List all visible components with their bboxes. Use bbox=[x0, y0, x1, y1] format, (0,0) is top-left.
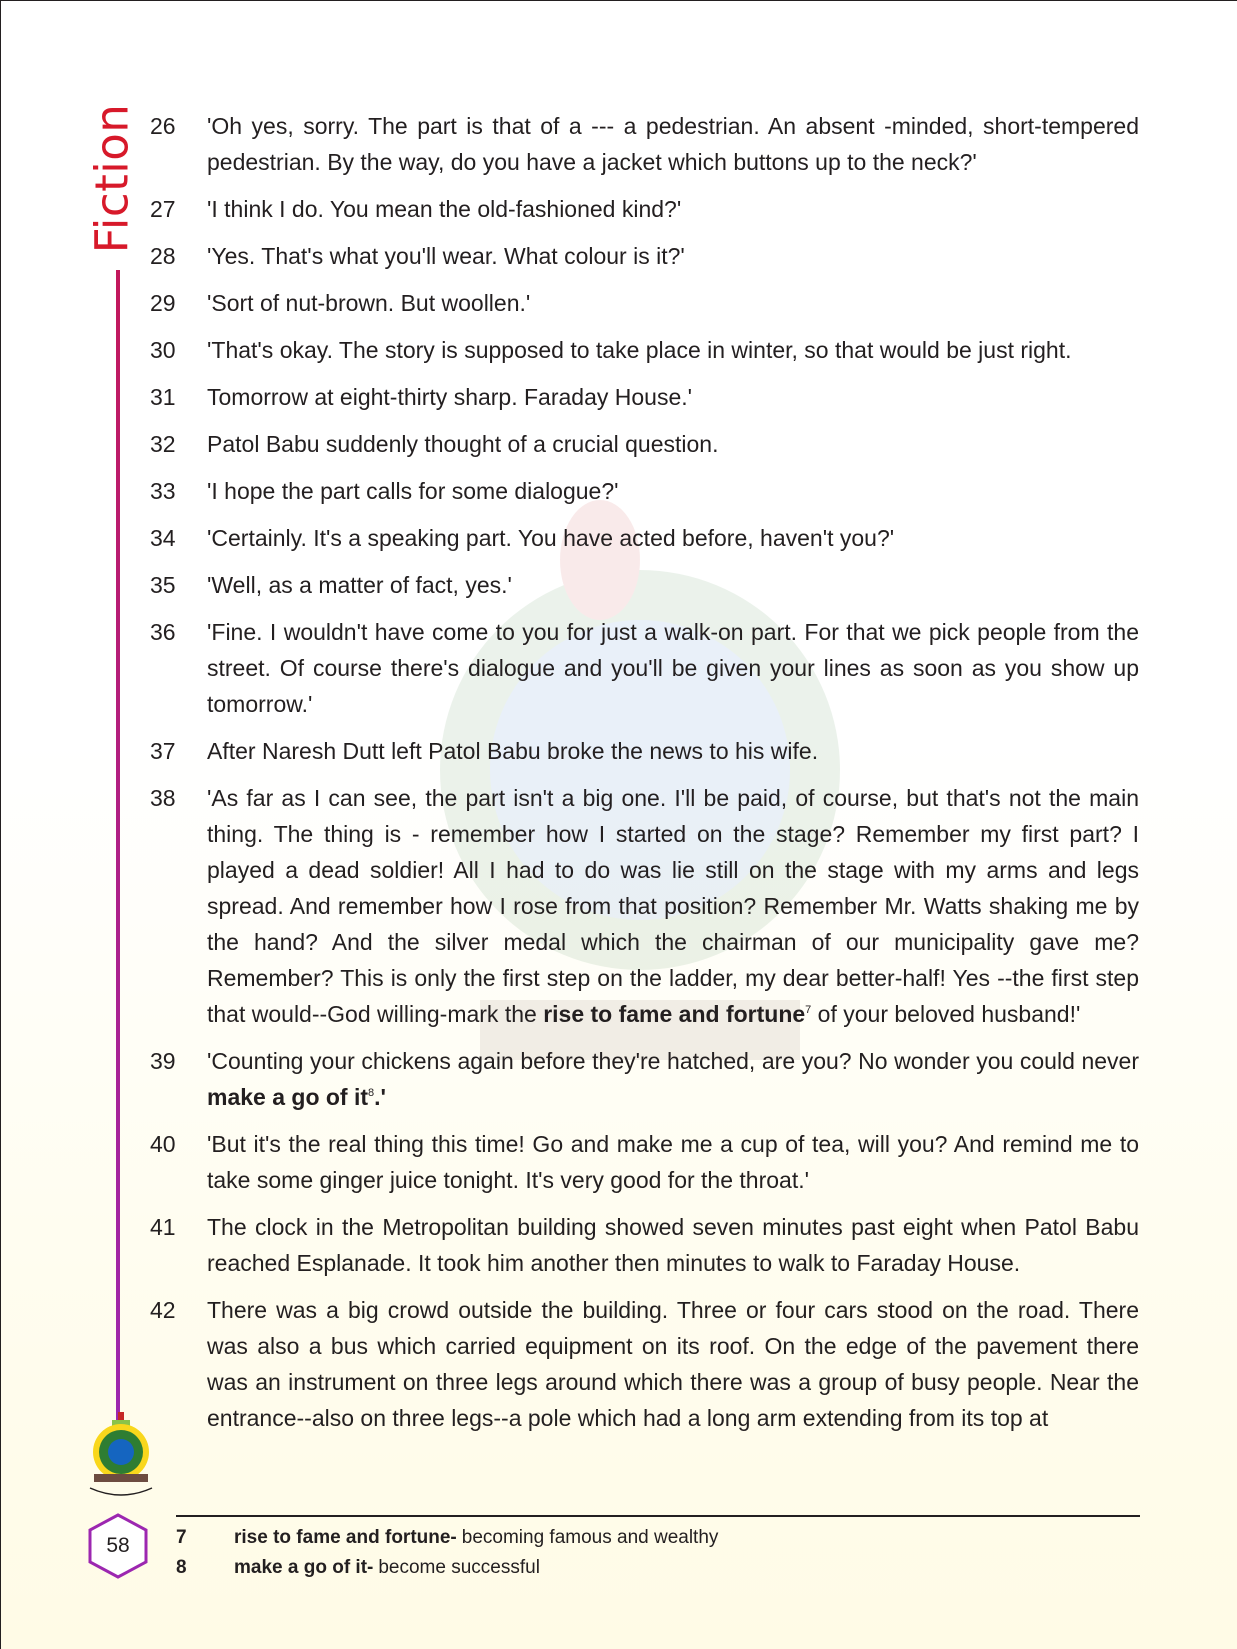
paragraph bbox=[150, 567, 1140, 603]
paragraph-number: 36 bbox=[150, 619, 176, 645]
paragraph-text: 'Sort of nut-brown. But woollen.' bbox=[207, 290, 531, 316]
footnotes bbox=[176, 1523, 1140, 1583]
article-body bbox=[150, 108, 1140, 1447]
paragraph-text: 'That's okay. The story is supposed to take place in winter, so that would be just right. bbox=[207, 337, 1072, 363]
paragraph-number: 31 bbox=[150, 384, 176, 410]
paragraph bbox=[150, 285, 1140, 321]
idiom-term: rise to fame and fortune bbox=[543, 1001, 806, 1027]
footnote-number: 7 bbox=[176, 1527, 187, 1548]
paragraph-number: 41 bbox=[150, 1214, 176, 1240]
paragraph-text-run: 'Counting your chickens again before they're hatched, are you? No wonder you could never bbox=[207, 1048, 1139, 1074]
paragraph-number: 42 bbox=[150, 1297, 176, 1323]
section-label-text: Fiction bbox=[85, 103, 139, 253]
paragraph bbox=[150, 473, 1140, 509]
paragraph-text: 'I think I do. You mean the old-fashioned kind?' bbox=[207, 196, 682, 222]
paragraph-text: 'Well, as a matter of fact, yes.' bbox=[207, 572, 512, 598]
footnote-definition: become successful bbox=[378, 1557, 540, 1578]
footnote bbox=[176, 1553, 1140, 1583]
paragraph-number: 34 bbox=[150, 525, 176, 551]
paragraph bbox=[150, 780, 1140, 1032]
section-label bbox=[85, 103, 139, 253]
paragraph-text: Tomorrow at eight-thirty sharp. Faraday House.' bbox=[207, 384, 693, 410]
paragraph-text: 'Oh yes, sorry. The part is that of a --- a pedestrian. An absent -minded, short-tempered pedestrian. By the way, do you have a jacket which buttons up to the neck?' bbox=[207, 113, 1139, 175]
paragraph-number: 37 bbox=[150, 738, 176, 764]
paragraph-text: 'Fine. I wouldn't have come to you for just a walk-on part. For that we pick people from the street. Of course there's dialogue and you'll be given your lines as soon as you show up tomorrow.' bbox=[207, 619, 1139, 717]
paragraph-number: 29 bbox=[150, 290, 176, 316]
page-border-left bbox=[0, 0, 1, 1649]
paragraph bbox=[150, 733, 1140, 769]
paragraph-text: 'Certainly. It's a speaking part. You have acted before, haven't you?' bbox=[207, 525, 895, 551]
paragraph-number: 35 bbox=[150, 572, 176, 598]
footnote-term: rise to fame and fortune- bbox=[234, 1527, 457, 1548]
paragraph-text: After Naresh Dutt left Patol Babu broke the news to his wife. bbox=[207, 738, 819, 764]
paragraph-text: There was a big crowd outside the building. Three or four cars stood on the road. There was also a bus which carried equipment on its roof. On the edge of the pavement there was an instrument on three legs around which there was a group of busy people. Near the entrance--also on three legs--a pole which had a long arm extending from its top at bbox=[207, 1297, 1139, 1431]
paragraph-text: Patol Babu suddenly thought of a crucial question. bbox=[207, 431, 719, 457]
page-number: 58 bbox=[106, 1534, 130, 1557]
paragraph bbox=[150, 191, 1140, 227]
paragraph-text bbox=[207, 780, 1139, 1032]
section-vertical-rule bbox=[116, 270, 120, 1430]
paragraph-text-run: .' bbox=[374, 1084, 387, 1110]
paragraph-text-run: of your beloved husband!' bbox=[811, 1001, 1081, 1027]
paragraph bbox=[150, 1043, 1140, 1115]
paragraph bbox=[150, 520, 1140, 556]
paragraph-number: 38 bbox=[150, 785, 176, 811]
page-border-top bbox=[0, 0, 1237, 1]
paragraph-number: 33 bbox=[150, 478, 176, 504]
paragraph-text: The clock in the Metropolitan building showed seven minutes past eight when Patol Babu reached Esplanade. It took him another then minutes to walk to Faraday House. bbox=[207, 1214, 1139, 1276]
idiom-term: make a go of it bbox=[207, 1084, 369, 1110]
footnote-ref: 8 bbox=[368, 1087, 375, 1099]
paragraph-text-run: 'As far as I can see, the part isn't a big one. I'll be paid, of course, but that's not the main thing. The thing is - remember how I started on the stage? Remember my first part? I played a dead soldier! All I had to do was lie still on the stage with my arms and legs spread. And remember how I rose from that position? Remember Mr. Watts shaking me by the hand? And the silver medal which the chairman of our municipality gave me? Remember? This is only the first step on the ladder, my dear better-half! Yes --the first step that would--God willing-mark the bbox=[207, 785, 1139, 1027]
footnote-divider bbox=[176, 1515, 1140, 1517]
paragraph-text: 'Yes. That's what you'll wear. What colour is it?' bbox=[207, 243, 685, 269]
paragraph-number: 39 bbox=[150, 1048, 176, 1074]
paragraph bbox=[150, 238, 1140, 274]
paragraph-text bbox=[207, 1043, 1139, 1115]
paragraph-number: 28 bbox=[150, 243, 176, 269]
paragraph bbox=[150, 614, 1140, 722]
paragraph-number: 40 bbox=[150, 1131, 176, 1157]
school-logo-icon bbox=[82, 1410, 160, 1502]
paragraph bbox=[150, 332, 1140, 368]
paragraph-number: 26 bbox=[150, 113, 176, 139]
paragraph-number: 32 bbox=[150, 431, 176, 457]
paragraph bbox=[150, 108, 1140, 180]
footnote-term: make a go of it- bbox=[234, 1557, 374, 1578]
footnote bbox=[176, 1523, 1140, 1553]
footnote-ref: 7 bbox=[805, 1004, 812, 1016]
paragraph bbox=[150, 1126, 1140, 1198]
footnote-number: 8 bbox=[176, 1557, 187, 1578]
footnote-definition: becoming famous and wealthy bbox=[461, 1527, 719, 1548]
page-number-badge bbox=[86, 1512, 150, 1580]
paragraph-text: 'I hope the part calls for some dialogue?' bbox=[207, 478, 619, 504]
paragraph-number: 30 bbox=[150, 337, 176, 363]
paragraph bbox=[150, 426, 1140, 462]
paragraph-text: 'But it's the real thing this time! Go and make me a cup of tea, will you? And remind me to take some ginger juice tonight. It's very good for the throat.' bbox=[207, 1131, 1139, 1193]
paragraph bbox=[150, 1209, 1140, 1281]
paragraph bbox=[150, 379, 1140, 415]
paragraph-number: 27 bbox=[150, 196, 176, 222]
paragraph bbox=[150, 1292, 1140, 1436]
